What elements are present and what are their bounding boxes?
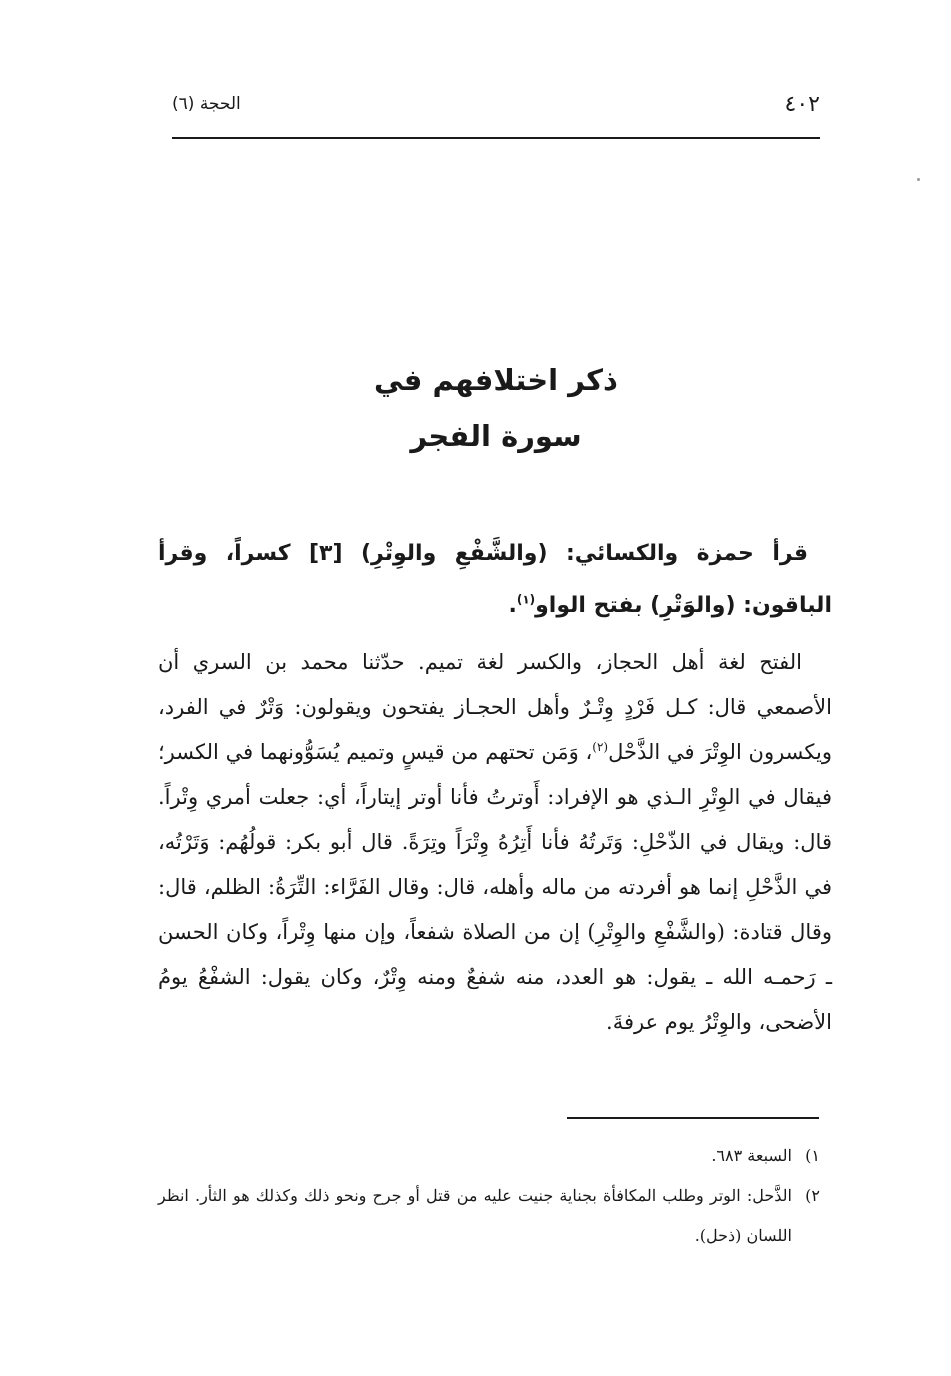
commentary-paragraph: [158, 640, 832, 1045]
reading-text-end: .: [508, 593, 517, 618]
footnote-1: [158, 1136, 820, 1176]
margin-speck: [917, 178, 920, 181]
footnotes: [158, 1136, 820, 1256]
footnote-rule: [567, 1117, 819, 1119]
footnote-number: ١): [805, 1146, 820, 1165]
body-text: [158, 528, 832, 1045]
commentary-text-b: ، وَمَن تحتهم من قيسٍ وتميم يُسَوُّونهما في الكسر؛ فيقال في الوِتْرِ الـذي هو الإفراد: أَوترتُ فأنا أوتر إيتاراً، أي: جعلت أمري وِتْراً. قال: ويقال في الذّحْلِ: وَتَرتُهُ فأنا أَتِرُهُ وِتْرَاً وتِرَةً. قال أبو بكر: قولُهُم: وَتَرْتُه، في الذَّحْلِ إنما هو أفردته من ماله وأهله، قال: وقال الفَرَّاء: التِّرَةُ: الظلم، قال: وقال قتادة: (والشَّفْعِ والوِتْرِ) إن من الصلاة شفعاً، وإن منها وِتْراً، وكان الحسن ـ رَحمـه الله ـ يقول: هو العدد، منه شفعٌ ومنه وِتْرٌ، وكان يقول: الشفْعُ يومُ الأضحى، والوِتْرُ يوم عرفةَ.: [158, 740, 832, 1034]
running-title: الحجة (٦): [172, 94, 241, 114]
page-number: ٤٠٢: [784, 92, 820, 117]
footnote-2: [158, 1176, 820, 1256]
reading-paragraph: [158, 528, 832, 632]
heading-line-2: سورة الفجر: [410, 419, 582, 453]
footnote-ref-1: (١): [516, 592, 536, 607]
footnote-number: ٢): [805, 1186, 820, 1205]
footnote-text: السبعة ٦٨٣.: [711, 1146, 792, 1165]
section-heading: [172, 352, 820, 464]
running-header: [172, 92, 820, 132]
heading-line-1: ذكر اختلافهم في: [374, 363, 618, 397]
footnote-ref-2: (٢): [592, 740, 609, 754]
reading-text: قرأ حمزة والكسائي: (والشَّفْعِ والوِتْرِ) [٣] كسراً، وقرأ الباقون: (والوَتْرِ) بفتح الواو: [158, 541, 832, 618]
commentary-text-a: الفتح لغة أهل الحجاز، والكسر لغة تميم. حدّثنا محمد بن السري أن الأصمعي قال: كـل فَرْدٍ وِتْـرٌ وأهل الحجـاز يفتحون ويقولون: وَتْرٌ في الفرد، ويكسرون الوِتْرَ في الذَّحْل: [158, 650, 832, 764]
footnote-text: الذَّحل: الوتر وطلب المكافأة بجناية جنيت عليه من قتل أو جرح ونحو ذلك وكذلك هو الثأر. انظر اللسان (ذحل).: [158, 1186, 792, 1245]
header-rule: [172, 137, 820, 139]
